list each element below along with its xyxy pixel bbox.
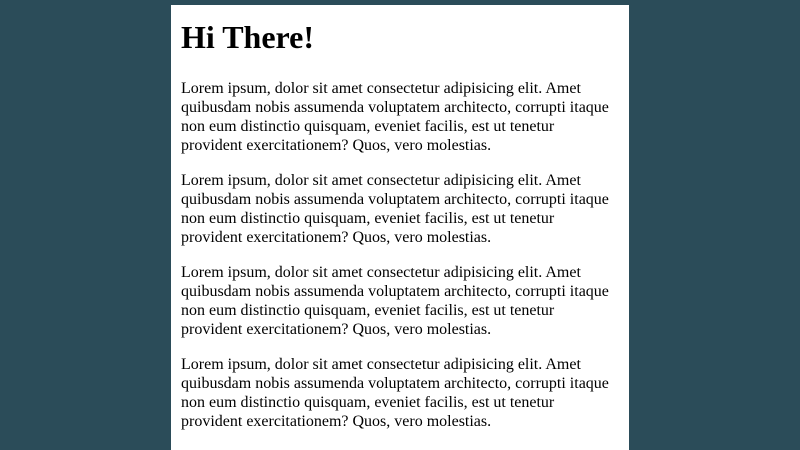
- content-container: [171, 5, 629, 450]
- page-title: Hi There!: [181, 19, 315, 55]
- paragraph-3: Lorem ipsum, dolor sit amet consectetur adipisicing elit. Amet quibusdam nobis assumenda voluptatem architecto, corrupti itaque non eum distinctio quisquam, eveniet facilis, est ut tenetur provident exercitationem? Quos, vero molestias.: [181, 264, 609, 338]
- paragraph-1: Lorem ipsum, dolor sit amet consectetur adipisicing elit. Amet quibusdam nobis assumenda voluptatem architecto, corrupti itaque non eum distinctio quisquam, eveniet facilis, est ut tenetur provident exercitationem? Quos, vero molestias.: [181, 80, 609, 154]
- paragraph-4: Lorem ipsum, dolor sit amet consectetur adipisicing elit. Amet quibusdam nobis assumenda voluptatem architecto, corrupti itaque non eum distinctio quisquam, eveniet facilis, est ut tenetur provident exercitationem? Quos, vero molestias.: [181, 356, 609, 430]
- paragraph-2: Lorem ipsum, dolor sit amet consectetur adipisicing elit. Amet quibusdam nobis assumenda voluptatem architecto, corrupti itaque non eum distinctio quisquam, eveniet facilis, est ut tenetur provident exercitationem? Quos, vero molestias.: [181, 172, 609, 246]
